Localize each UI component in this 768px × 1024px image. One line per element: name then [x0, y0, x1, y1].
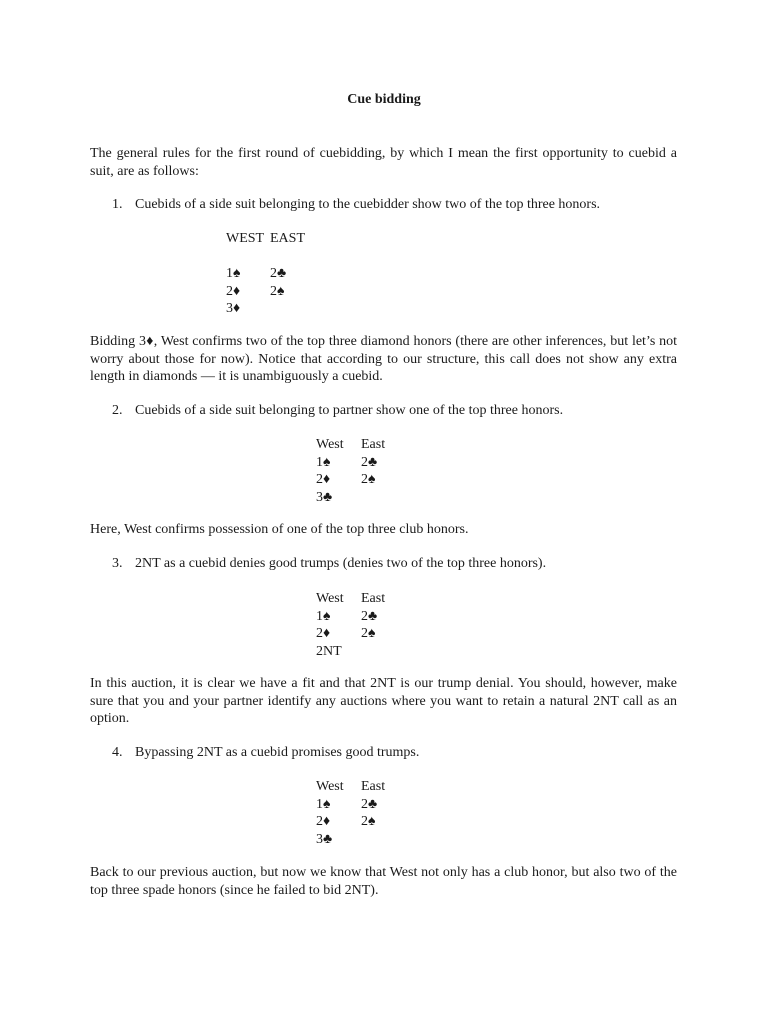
auction-bid-east: 2♠	[361, 814, 376, 829]
auction-header-west: West	[316, 591, 344, 606]
auction-bid-west: 3♣	[316, 831, 333, 847]
auction-bid-east	[361, 643, 385, 661]
auction-bid-west: 2♦	[226, 283, 241, 299]
auction-row	[226, 300, 305, 318]
rule-text: Cuebids of a side suit belonging to partner show one of the top three honors.	[135, 403, 564, 418]
auction-bid-west: 2♦	[316, 814, 331, 829]
auction-row	[316, 643, 385, 661]
auction-row	[316, 831, 385, 849]
auction-bid-east	[361, 831, 385, 849]
auction-bid-east: 2♣	[361, 454, 378, 470]
rule-text: 2NT as a cuebid denies good trumps (denies two of the top three honors).	[135, 556, 547, 571]
auction-bid-west: 2♦	[316, 626, 331, 641]
auction-bid-west: 3♣	[316, 489, 333, 505]
auction-bid-west: 1♠	[316, 454, 331, 470]
explanation-paragraph-3: In this auction, it is clear we have a fit and that 2NT is our trump denial. You should, however, make sure that you and your partner identify any auctions where you want to retain a natural 2NT call as an option.	[90, 676, 677, 726]
explanation-paragraph-2: Here, West confirms possession of one of the top three club honors.	[90, 522, 469, 537]
auction-header-east: East	[361, 779, 386, 794]
auction-header-west: WEST	[226, 231, 265, 246]
auction-row	[316, 489, 385, 507]
auction-bid-east: 2♠	[361, 472, 376, 487]
auction-header-row	[316, 436, 385, 454]
auction-header-west: West	[316, 437, 344, 452]
auction-bid-east: 2♣	[361, 608, 378, 624]
auction-row	[316, 796, 385, 814]
auction-header-row	[316, 590, 385, 608]
rule-item-4	[112, 744, 677, 762]
auction-table-4	[316, 778, 385, 848]
rule-item-3	[112, 555, 677, 573]
auction-row	[316, 471, 385, 489]
auction-header-east: East	[361, 591, 386, 606]
auction-row	[316, 813, 385, 831]
auction-header-row	[226, 230, 305, 248]
auction-bid-west: 1♠	[226, 266, 241, 281]
auction-bid-west: 1♠	[316, 608, 331, 624]
auction-bid-east: 2♠	[270, 283, 285, 299]
auction-table-2	[316, 436, 385, 506]
auction-row	[316, 454, 385, 472]
explanation-paragraph-1: Bidding 3♦, West confirms two of the top three diamond honors (there are other inferences, but let’s not worry about those for now). Notice that according to our structure, this call does not show any extra length in diamonds — it is unambiguously a cuebid.	[90, 334, 677, 384]
auction-bid-west: 3♦	[226, 301, 241, 316]
auction-row	[316, 608, 385, 626]
auction-bid-east	[361, 489, 385, 507]
rule-text: Cuebids of a side suit belonging to the cuebidder show two of the top three honors.	[135, 197, 601, 212]
auction-bid-west: 1♠	[316, 796, 331, 812]
auction-row	[226, 283, 305, 301]
auction-bid-east: 2♣	[361, 796, 378, 812]
auction-header-west: West	[316, 779, 344, 794]
auction-row	[316, 625, 385, 643]
auction-header-east: EAST	[270, 231, 305, 246]
auction-bid-east: 2♣	[270, 266, 287, 281]
auction-bid-east	[270, 300, 305, 318]
auction-bid-west: 2NT	[316, 643, 342, 659]
auction-bid-east: 2♠	[361, 626, 376, 641]
auction-table-1	[226, 230, 305, 318]
rule-item-2	[112, 402, 677, 420]
page-title: Cue bidding	[347, 92, 421, 107]
intro-paragraph: The general rules for the first round of cuebidding, by which I mean the first opportunity to cuebid a suit, are as follows:	[90, 146, 677, 179]
auction-bid-west: 2♦	[316, 472, 331, 487]
explanation-paragraph-4: Back to our previous auction, but now we know that West not only has a club honor, but also two of the top three spade honors (since he failed to bid 2NT).	[90, 865, 677, 898]
auction-row	[226, 265, 305, 283]
rule-number: 3.	[112, 556, 123, 571]
rule-number: 1.	[112, 197, 123, 212]
auction-header-row	[316, 778, 385, 796]
rule-number: 4.	[112, 745, 123, 760]
auction-table-3	[316, 590, 385, 660]
auction-header-east: East	[361, 437, 386, 452]
rule-item-1	[112, 196, 677, 214]
rule-text: Bypassing 2NT as a cuebid promises good trumps.	[135, 745, 420, 760]
rule-number: 2.	[112, 403, 123, 418]
